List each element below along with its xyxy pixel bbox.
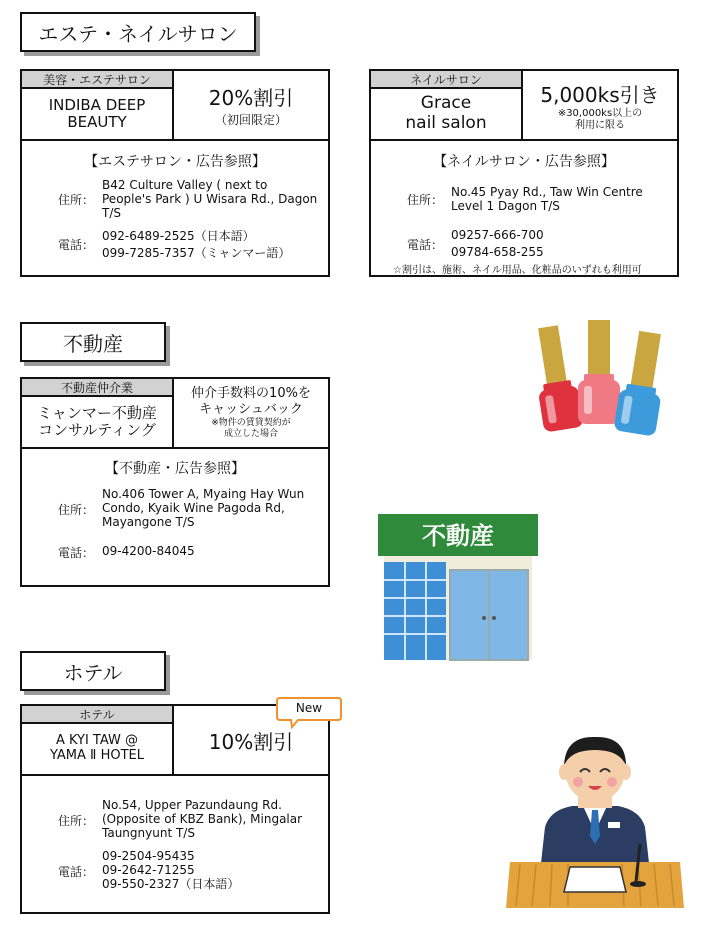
address-text: No.45 Pyay Rd., Taw Win Centre Level 1 Dagon T/S xyxy=(451,185,643,213)
phone-label: 電話： xyxy=(58,865,95,879)
discount-value: 10%割引 xyxy=(208,729,294,754)
badge-label: New xyxy=(295,701,323,715)
card-top xyxy=(22,379,328,449)
card-info xyxy=(22,776,328,912)
card-info xyxy=(371,141,677,275)
footnote: ☆割引は、施術、ネイル用品、化粧品のいずれも利用可 xyxy=(393,265,642,276)
real-estate-building-illustration xyxy=(378,514,538,664)
address-label: 住所： xyxy=(58,814,95,828)
category-label: ホテル xyxy=(22,706,174,724)
discount-note: ※物件の賃貸契約が 成立した場合 xyxy=(211,418,291,439)
section-title: エステ・ネイルサロン xyxy=(38,21,238,46)
discount-value: 20%割引 xyxy=(208,86,294,110)
ad-reference: 【エステサロン・広告参照】 xyxy=(84,154,266,170)
section-header-hotel xyxy=(20,651,166,691)
phone-text: 09-4200-84045 xyxy=(102,544,195,558)
category-label: 美容・エステサロン xyxy=(22,71,174,89)
section-title: 不動産 xyxy=(63,331,123,356)
discount-box xyxy=(174,379,328,447)
shop-name: A KYI TAW @ YAMA Ⅱ HOTEL xyxy=(22,724,174,774)
discount-box xyxy=(174,71,328,139)
phone-text: 092-6489-2525（日本語） 099-7285-7357（ミャンマー語） xyxy=(102,229,291,260)
discount-note: （初回限定） xyxy=(214,113,287,127)
shop-name: ミャンマー不動産 コンサルティング xyxy=(22,397,174,447)
address-text: No.54, Upper Pazundaung Rd. (Opposite of KBZ Bank), Mingalar Taungnyunt T/S xyxy=(102,798,303,840)
shop-name: Grace nail salon xyxy=(371,89,523,139)
address-text: B42 Culture Valley ( next to People's Park ) U Wisara Rd., Dagon T/S xyxy=(102,178,318,220)
section-header-esthe xyxy=(20,12,256,52)
address-text: No.406 Tower A, Myaing Hay Wun Condo, Kyaik Wine Pagoda Rd, Mayangone T/S xyxy=(102,487,305,529)
building-sign-text: 不動産 xyxy=(422,522,494,550)
card-top xyxy=(371,71,677,141)
coupon-card-grace xyxy=(369,69,679,277)
shop-name: INDIBA DEEP BEAUTY xyxy=(22,89,174,139)
card-top xyxy=(22,71,328,141)
discount-note: ※30,000ks以上の 利用に限る xyxy=(557,107,643,131)
address-label: 住所： xyxy=(407,193,444,207)
section-title: ホテル xyxy=(63,660,123,685)
section-header-realestate xyxy=(20,322,166,362)
ad-reference: 【ネイルサロン・広告参照】 xyxy=(433,154,615,170)
ad-reference: 【不動産・広告参照】 xyxy=(105,461,245,477)
category-label: ネイルサロン xyxy=(371,71,523,89)
discount-box xyxy=(523,71,677,139)
phone-text: 09-2504-95435 09-2642-71255 09-550-2327（日本語） xyxy=(102,849,240,891)
address-label: 住所： xyxy=(58,503,95,517)
category-label: 不動産仲介業 xyxy=(22,379,174,397)
discount-value: 5,000ks引き xyxy=(540,82,660,107)
phone-text: 09257-666-700 09784-658-255 xyxy=(451,228,544,259)
phone-label: 電話： xyxy=(58,238,95,252)
new-badge xyxy=(276,697,342,721)
phone-label: 電話： xyxy=(58,546,95,560)
discount-value: 仲介手数料の10%を キャッシュバック xyxy=(191,386,311,417)
address-label: 住所： xyxy=(58,193,95,207)
card-info xyxy=(22,449,328,585)
phone-label: 電話： xyxy=(407,238,444,252)
nail-polish-illustration xyxy=(530,320,670,440)
coupon-card-hotel xyxy=(20,704,330,914)
hotel-receptionist-illustration xyxy=(500,732,690,922)
coupon-card-indiba xyxy=(20,69,330,277)
card-info xyxy=(22,141,328,275)
coupon-card-realestate xyxy=(20,377,330,587)
